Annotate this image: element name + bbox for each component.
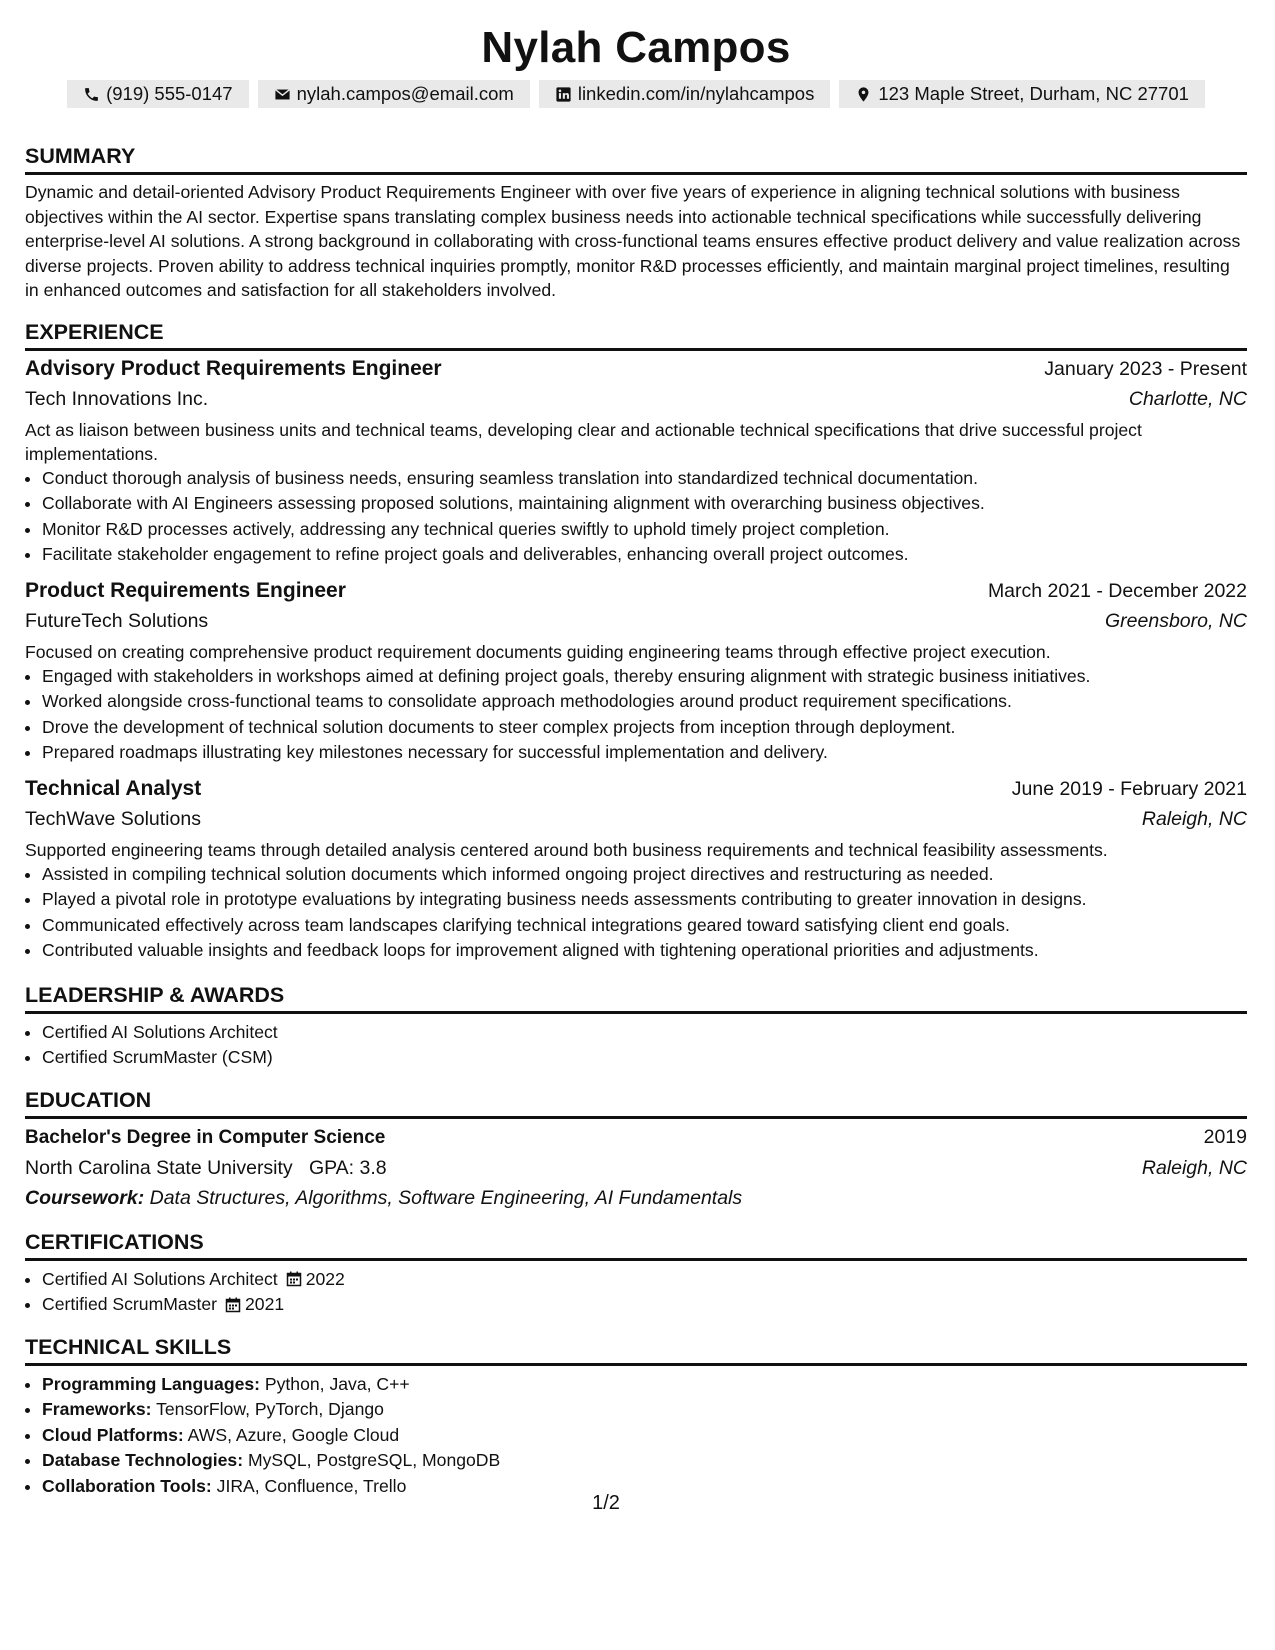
certification-name: • Certified AI Solutions Architect xyxy=(42,1268,278,1289)
skill-label: Cloud Platforms: xyxy=(42,1424,184,1445)
summary-section xyxy=(25,143,1247,303)
job-company: TechWave Solutions xyxy=(25,807,201,830)
certifications-section xyxy=(25,1229,1247,1318)
contact-address xyxy=(839,80,1205,108)
education-year: 2019 xyxy=(1203,1125,1247,1148)
list-item: • Certified ScrumMaster (CSM) xyxy=(42,1045,1247,1071)
job-title: Advisory Product Requirements Engineer xyxy=(25,356,442,380)
job-company: Tech Innovations Inc. xyxy=(25,387,209,410)
job-description: Act as liaison between business units and technical teams, developing clear and actionable technical specifications that drive successful project implementations. xyxy=(25,419,1142,464)
experience-section xyxy=(25,319,1247,964)
skill-value: MySQL, PostgreSQL, MongoDB xyxy=(247,1450,501,1470)
job-title: Product Requirements Engineer xyxy=(25,578,346,602)
list-item xyxy=(42,1372,1247,1398)
list-item: • Drove the development of technical solution documents to steer complex projects from inception through deployment. xyxy=(42,715,1247,741)
skills-section xyxy=(25,1334,1247,1500)
education-school-line xyxy=(25,1153,387,1183)
education-gpa: GPA: 3.8 xyxy=(308,1156,387,1179)
job-dates: March 2021 - December 2022 xyxy=(987,579,1247,602)
summary-text: Dynamic and detail-oriented Advisory Product Requirements Engineer with over five years of experience in aligning technical solutions with business objectives within the AI sector. Expertise spans translating complex business needs into actionable technical specifications while successfully delivering enterprise-level AI solutions. A strong background in collaborating with cross-functional teams ensures effective product delivery and value realization across diverse projects. Proven ability to address technical inquiries promptly, monitor R&D processes efficiently, and maintain marginal project timelines, resulting in enhanced outcomes and satisfaction for all stakeholders involved. xyxy=(25,182,1241,300)
job-entry xyxy=(25,774,1247,964)
address-text: 123 Maple Street, Durham, NC 27701 xyxy=(878,83,1189,104)
experience-heading: EXPERIENCE xyxy=(25,319,1247,351)
list-item: • Played a pivotal role in prototype evaluations by integrating business needs assessments contributing to greater innovation in designs. xyxy=(42,887,1247,913)
map-marker-icon xyxy=(855,86,872,103)
resume-page xyxy=(25,0,1247,1499)
skills-list xyxy=(25,1372,1247,1500)
contact-email[interactable] xyxy=(258,80,530,108)
job-company: FutureTech Solutions xyxy=(25,609,209,632)
certification-name: • Certified ScrumMaster xyxy=(42,1294,218,1314)
skill-label: Frameworks: xyxy=(42,1399,152,1419)
skill-label: Collaboration Tools: xyxy=(42,1475,212,1496)
education-heading: EDUCATION xyxy=(25,1087,1247,1119)
list-item: • Monitor R&D processes actively, addressing any technical queries swiftly to uphold timely project completion. xyxy=(42,517,1247,543)
summary-heading: SUMMARY xyxy=(25,143,1247,175)
job-title: Technical Analyst xyxy=(25,776,202,800)
coursework-text: Data Structures, Algorithms, Software Engineering, AI Fundamentals xyxy=(149,1186,743,1209)
list-item xyxy=(42,1423,1247,1449)
education-section xyxy=(25,1087,1247,1213)
linkedin-text: linkedin.com/in/nylahcampos xyxy=(577,83,815,104)
list-item: • Collaborate with AI Engineers assessing proposed solutions, maintaining alignment with overarching business objectives. xyxy=(42,491,1247,517)
calendar-icon xyxy=(225,1297,241,1313)
calendar-icon xyxy=(286,1271,302,1287)
education-coursework xyxy=(25,1183,1247,1213)
list-item xyxy=(42,1267,1247,1293)
job-location: Raleigh, NC xyxy=(1141,807,1247,830)
list-item: • Contributed valuable insights and feedback loops for improvement aligned with tightening operational priorities and adjustments. xyxy=(42,938,1247,964)
job-dates: June 2019 - February 2021 xyxy=(1011,777,1247,800)
job-entry xyxy=(25,576,1247,766)
list-item: • Prepared roadmaps illustrating key milestones necessary for successful implementation and delivery. xyxy=(42,740,1247,766)
envelope-icon xyxy=(274,86,291,103)
candidate-name: Nylah Campos xyxy=(481,23,791,72)
job-location: Greensboro, NC xyxy=(1105,609,1247,632)
certification-year: 2021 xyxy=(245,1294,285,1314)
list-item: • Conduct thorough analysis of business needs, ensuring seamless translation into standardized technical documentation. xyxy=(42,466,1247,492)
skill-label: Programming Languages: xyxy=(42,1373,260,1394)
job-entry xyxy=(25,354,1247,568)
job-description: Supported engineering teams through detailed analysis centered around both business requirements and technical feasibility assessments. xyxy=(25,839,1108,860)
skill-value: AWS, Azure, Google Cloud xyxy=(187,1424,400,1445)
job-dates: January 2023 - Present xyxy=(1044,357,1247,380)
certifications-heading: CERTIFICATIONS xyxy=(25,1229,1247,1261)
list-item xyxy=(42,1397,1247,1423)
list-item: • Communicated effectively across team landscapes clarifying technical integrations geared toward satisfying client end goals. xyxy=(42,913,1247,939)
email-text: nylah.campos@email.com xyxy=(296,83,514,104)
skills-heading: TECHNICAL SKILLS xyxy=(25,1334,1247,1366)
education-location: Raleigh, NC xyxy=(1141,1156,1247,1179)
linkedin-icon xyxy=(555,86,572,103)
leadership-list xyxy=(25,1020,1247,1071)
skill-value: Python, Java, C++ xyxy=(264,1373,410,1394)
job-bullets xyxy=(25,466,1247,568)
contact-linkedin[interactable] xyxy=(539,80,831,108)
phone-text: (919) 555-0147 xyxy=(106,83,233,104)
list-item: • Facilitate stakeholder engagement to refine project goals and deliverables, enhancing overall project outcomes. xyxy=(42,542,1247,568)
list-item: • Certified AI Solutions Architect xyxy=(42,1020,1247,1046)
job-bullets xyxy=(25,862,1247,964)
certifications-list xyxy=(25,1267,1247,1318)
skill-value: TensorFlow, PyTorch, Django xyxy=(156,1399,384,1419)
contact-bar xyxy=(25,80,1247,108)
list-item: • Engaged with stakeholders in workshops aimed at defining project goals, thereby ensuring alignment with strategic business initiatives. xyxy=(42,664,1247,690)
job-bullets xyxy=(25,664,1247,766)
skill-value: JIRA, Confluence, Trello xyxy=(216,1475,407,1496)
skill-label: Database Technologies: xyxy=(42,1450,244,1470)
education-degree: Bachelor's Degree in Computer Science xyxy=(25,1126,386,1148)
phone-icon xyxy=(83,86,100,103)
certification-year: 2022 xyxy=(305,1268,345,1289)
leadership-section xyxy=(25,982,1247,1071)
list-item xyxy=(42,1292,1247,1318)
job-description: Focused on creating comprehensive product requirement documents guiding engineering teams through effective project execution. xyxy=(25,641,1051,662)
leadership-heading: LEADERSHIP & AWARDS xyxy=(25,982,1247,1014)
list-item: • Assisted in compiling technical solution documents which informed ongoing project directives and restructuring as needed. xyxy=(42,862,1247,888)
page-number: 1/2 xyxy=(592,1492,620,1514)
education-school: North Carolina State University xyxy=(25,1156,293,1179)
job-location: Charlotte, NC xyxy=(1128,387,1247,410)
coursework-label: Coursework: xyxy=(25,1186,145,1209)
list-item: • Worked alongside cross-functional teams to consolidate approach methodologies around product requirement specifications. xyxy=(42,689,1247,715)
list-item xyxy=(42,1448,1247,1474)
contact-phone[interactable] xyxy=(67,80,249,108)
